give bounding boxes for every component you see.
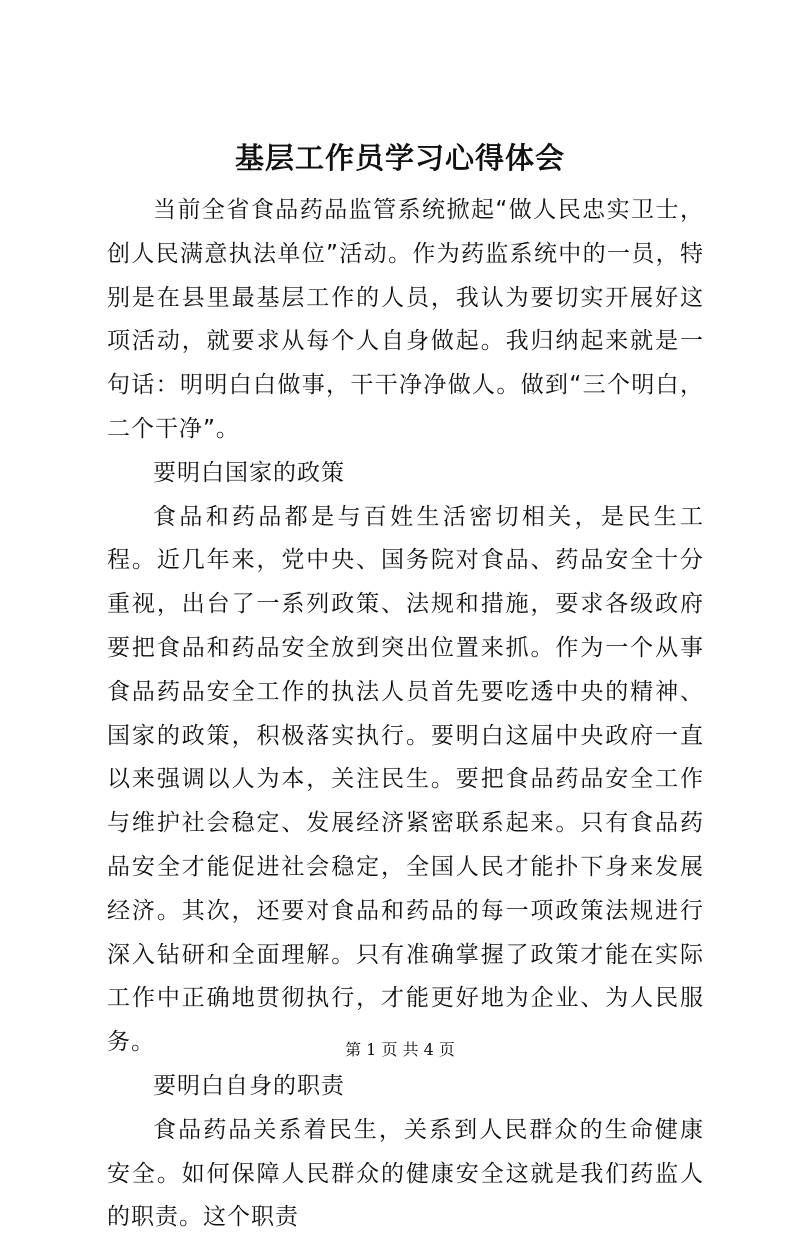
paragraph-intro: 当前全省食品药品监管系统掀起“做人民忠实卫士，创人民满意执法单位”活动。作为药监系统中的一员，特别是在县里最基层工作的人员，我认为要切实开展好这项活动，就要求从每个人自身做起。我归纳起来就是一句话：明明白白做事，干干净净做人。做到“三个明白，二个干净”。 xyxy=(107,197,704,442)
document-title: 基层工作员学习心得体会 xyxy=(234,141,565,175)
page-number-footer: 第 1 页 共 4 页 xyxy=(345,1040,455,1059)
paragraph-duty: 食品药品关系着民生，关系到人民群众的生命健康安全。如何保障人民群众的健康安全这就是我们药监人的职责。这个职责 xyxy=(107,1116,704,1231)
section-heading-policy: 要明白国家的政策 xyxy=(153,459,345,486)
paragraph-policy: 食品和药品都是与百姓生活密切相关，是民生工程。近几年来，党中央、国务院对食品、药品安全十分重视，出台了一系列政策、法规和措施，要求各级政府要把食品和药品安全放到突出位置来抓。作为一个从事食品药品安全工作的执法人员首先要吃透中央的精神、国家的政策，积极落实执行。要明白这届中央政府一直以来强调以人为本，关注民生。要把食品药品安全工作与维护社会稳定、发展经济紧密联系起来。只有食品药品安全才能促进社会稳定，全国人民才能扑下身来发展经济。其次，还要对食品和药品的每一项政策法规进行深入钻研和全面理解。只有准确掌握了政策才能在实际工作中正确地贯彻执行，才能更好地为企业、为人民服务。 xyxy=(107,503,704,1056)
document-body xyxy=(107,189,704,1240)
section-heading-duty: 要明白自身的职责 xyxy=(153,1072,345,1099)
